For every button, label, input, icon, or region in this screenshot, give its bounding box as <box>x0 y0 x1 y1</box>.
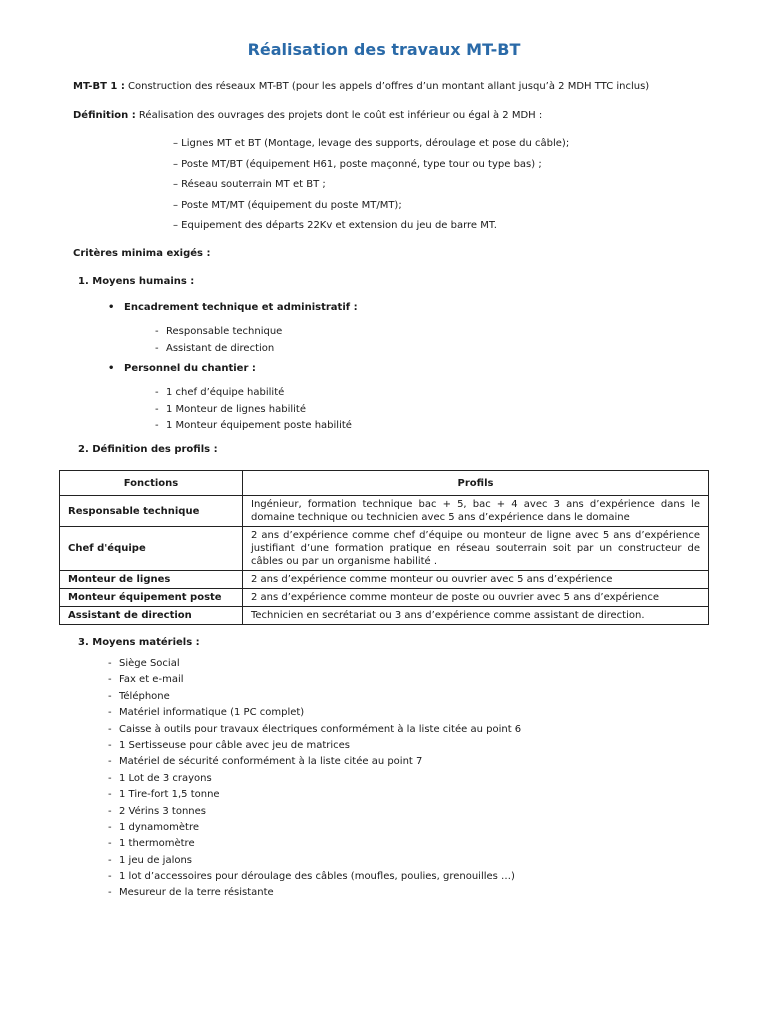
table-header-row <box>60 471 709 496</box>
cell-profil: Ingénieur, formation technique bac + 5, bac + 4 avec 3 ans d’expérience dans le domaine technique ou technicien avec 5 ans d’expérience dans le domaine <box>243 496 709 527</box>
cell-profil: 2 ans d’expérience comme monteur de poste ou ouvrier avec 5 ans d’expérience <box>243 589 709 607</box>
mtbt1-paragraph <box>73 80 649 93</box>
bullet-icon: • <box>108 363 115 374</box>
cell-fonction: Chef d'équipe <box>60 527 243 571</box>
mtbt1-text: Construction des réseaux MT-BT (pour les appels d’offres d’un montant allant jusqu’à 2 MDH TTC inclus) <box>124 81 650 92</box>
list-item: - Caisse à outils pour travaux électriques conformément à la liste citée au point 6 <box>108 723 522 735</box>
list-item: – Réseau souterrain MT et BT ; <box>173 179 326 190</box>
materiels-list <box>108 657 521 903</box>
cell-profil: 2 ans d’expérience comme monteur ou ouvrier avec 5 ans d’expérience <box>243 571 709 589</box>
list-item: - 1 Tire-fort 1,5 tonne <box>108 789 220 801</box>
header-profils: Profils <box>243 471 709 496</box>
definition-label: Définition : <box>73 110 136 121</box>
list-item: - Responsable technique <box>155 326 283 337</box>
profiles-table <box>59 470 709 625</box>
personnel-list <box>155 386 352 436</box>
list-item: - 1 chef d’équipe habilité <box>155 387 285 398</box>
section-profils-title: 2. Définition des profils : <box>78 444 218 455</box>
table-row <box>60 527 709 571</box>
list-item: - 1 Lot de 3 crayons <box>108 772 212 784</box>
cell-profil: Technicien en secrétariat ou 3 ans d’expérience comme assistant de direction. <box>243 607 709 625</box>
cell-profil: 2 ans d’expérience comme chef d’équipe ou monteur de ligne avec 5 ans d’expérience justifiant d’une formation pratique en réseau souterrain soit par un constructeur de câbles ou par un organisme habilité . <box>243 527 709 571</box>
definition-paragraph <box>73 109 542 122</box>
group-encadrement <box>108 301 358 314</box>
list-item: - Matériel informatique (1 PC complet) <box>108 707 305 719</box>
list-item: – Poste MT/MT (équipement du poste MT/MT); <box>173 199 402 211</box>
cell-fonction: Monteur équipement poste <box>60 589 243 607</box>
group-title: Encadrement technique et administratif : <box>124 302 358 313</box>
cell-fonction: Responsable technique <box>60 496 243 527</box>
list-item: - Mesureur de la terre résistante <box>108 887 274 899</box>
cell-fonction: Monteur de lignes <box>60 571 243 589</box>
section-moyens-materiels-title: 3. Moyens matériels : <box>78 637 200 648</box>
definition-list <box>173 137 569 240</box>
section-moyens-humains-title: 1. Moyens humains : <box>78 276 195 287</box>
list-item: - 2 Vérins 3 tonnes <box>108 805 206 817</box>
list-item: - Assistant de direction <box>155 342 275 354</box>
list-item: – Poste MT/BT (équipement H61, poste maçonné, type tour ou type bas) ; <box>173 158 542 170</box>
list-item: – Equipement des départs 22Kv et extension du jeu de barre MT. <box>173 220 497 231</box>
list-item: - 1 jeu de jalons <box>108 854 193 866</box>
group-personnel <box>108 362 256 375</box>
table-row <box>60 589 709 607</box>
list-item: - Téléphone <box>108 690 170 702</box>
definition-text: Réalisation des ouvrages des projets dont le coût est inférieur ou égal à 2 MDH : <box>135 110 543 121</box>
mtbt1-label: MT-BT 1 : <box>73 81 125 92</box>
table-row <box>60 607 709 625</box>
list-item: - Fax et e-mail <box>108 674 184 686</box>
list-item: – Lignes MT et BT (Montage, levage des supports, déroulage et pose du câble); <box>173 138 570 149</box>
list-item: - 1 Monteur équipement poste habilité <box>155 420 352 431</box>
table-row <box>60 496 709 527</box>
document-title: Réalisation des travaux MT-BT <box>247 40 521 59</box>
bullet-icon: • <box>108 302 115 313</box>
list-item: - Matériel de sécurité conformément à la liste citée au point 7 <box>108 756 423 768</box>
list-item: - 1 Sertisseuse pour câble avec jeu de matrices <box>108 739 351 751</box>
list-item: - 1 lot d’accessoires pour déroulage des câbles (moufles, poulies, grenouilles …) <box>108 871 515 883</box>
header-fonctions: Fonctions <box>60 471 243 496</box>
list-item: - 1 dynamomètre <box>108 821 199 833</box>
cell-fonction: Assistant de direction <box>60 607 243 625</box>
list-item: - 1 thermomètre <box>108 838 195 850</box>
list-item: - 1 Monteur de lignes habilité <box>155 403 307 415</box>
encadrement-list <box>155 325 282 358</box>
criteria-title: Critères minima exigés : <box>73 248 211 259</box>
group-title: Personnel du chantier : <box>124 363 256 374</box>
table-row <box>60 571 709 589</box>
list-item: - Siège Social <box>108 658 180 669</box>
